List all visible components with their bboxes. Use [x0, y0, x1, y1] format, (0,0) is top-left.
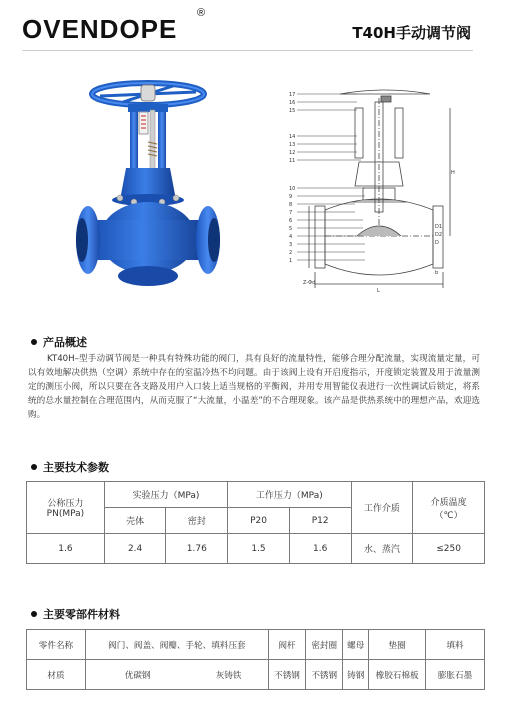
materials-table	[26, 629, 485, 690]
overview-heading	[31, 334, 87, 350]
materials-heading-text: 主要零部件材料	[43, 608, 120, 621]
table-cell: 膨胀石墨	[426, 660, 485, 690]
table-cell: 橡胶石棉板	[369, 660, 426, 690]
registered-mark: ®	[197, 7, 206, 19]
table-cell: 阀杆	[268, 630, 305, 660]
work-pressure-header: 工作压力（MPa)	[228, 482, 351, 508]
part-number: 14	[289, 134, 296, 140]
part-number: 6	[289, 218, 293, 224]
table-cell: 阀门、阀盖、阀瓣、手轮、填料压套	[85, 630, 268, 660]
dimension-label: b	[435, 270, 439, 276]
dimension-label: D2	[435, 232, 443, 238]
p20-header: P20	[228, 508, 290, 534]
part-number: 16	[289, 100, 296, 106]
overview-paragraph: KT40H–型手动调节阀是一种具有特殊功能的阀门，具有良好的流量特性，能够合理分配流量，实现流量定量，可以有效地解决供热（空调）系统中存在的室温冷热不均问题。由于该阀上设有开启度指示，开度锁定装置及用于流量测定的测压小阀，所以只要在各支路及用户入口装上适当规格的平衡阀，并用专用智能仪表进行一次性调试后锁定，将系统的总水量控制在合理范围内，从而克服了“大流量，小温差”的不合理现象。该产品是供热系统中的理想产品，欢迎选购。	[28, 354, 480, 420]
medium-header: 工作介质	[351, 482, 413, 534]
table-cell: 水、蒸汽	[351, 534, 413, 564]
part-number: 7	[289, 210, 293, 216]
part-number: 12	[289, 150, 296, 156]
bullet-icon	[31, 339, 37, 345]
temperature-header: 介质温度 （℃）	[413, 482, 485, 534]
table-cell: 1.5	[228, 534, 290, 564]
nominal-pressure-header: 公称压力 PN(MPa)	[27, 482, 105, 534]
table-cell: 灰铸铁	[189, 660, 268, 690]
part-number: 2	[289, 250, 293, 256]
dimension-label: H	[451, 170, 455, 176]
table-cell: 1.6	[27, 534, 105, 564]
product-title: T40H手动调节阀	[352, 24, 471, 42]
shell-header: 壳体	[104, 508, 166, 534]
bullet-icon	[31, 464, 37, 470]
p12-header: P12	[289, 508, 351, 534]
materials-heading	[31, 606, 120, 622]
dimension-label: L	[377, 288, 380, 294]
tech-params-heading	[31, 459, 109, 475]
table-cell: ≤250	[413, 534, 485, 564]
table-cell: 不锈钢	[268, 660, 305, 690]
table-cell: 不锈钢	[306, 660, 343, 690]
part-number: 3	[289, 242, 293, 248]
dimension-label: D1	[435, 224, 443, 230]
table-cell: 1.76	[166, 534, 228, 564]
table-cell: 2.4	[104, 534, 166, 564]
dimension-label: Z-Φd	[303, 280, 316, 286]
part-number: 1	[289, 258, 293, 264]
overview-heading-text: 产品概述	[43, 336, 87, 349]
part-number: 9	[289, 194, 293, 200]
table-cell: 填料	[426, 630, 485, 660]
part-number: 15	[289, 108, 296, 114]
table-cell: 1.6	[289, 534, 351, 564]
dimension-label: D	[435, 240, 439, 246]
table-cell: 零件名称	[27, 630, 86, 660]
bullet-icon	[31, 611, 37, 617]
valve-photo	[68, 80, 228, 300]
part-number: 5	[289, 226, 293, 232]
part-number: 4	[289, 234, 293, 240]
table-cell: 密封圈	[306, 630, 343, 660]
table-cell: 垫圈	[369, 630, 426, 660]
brand-logo: OVENDOPE	[22, 14, 178, 44]
valve-cross-section-drawing	[285, 88, 455, 303]
seal-header: 密封	[166, 508, 228, 534]
table-cell: 铸钢	[343, 660, 369, 690]
part-number: 11	[289, 158, 296, 164]
overview-text	[28, 352, 480, 422]
table-cell: 优碳钢	[85, 660, 189, 690]
table-cell: 材质	[27, 660, 86, 690]
part-number: 8	[289, 202, 293, 208]
test-pressure-header: 实验压力（MPa)	[104, 482, 227, 508]
table-cell: 螺母	[343, 630, 369, 660]
tech-params-table	[26, 481, 485, 564]
part-number: 17	[289, 92, 296, 98]
part-number: 13	[289, 142, 296, 148]
part-number: 10	[289, 186, 296, 192]
tech-params-heading-text: 主要技术参数	[43, 461, 109, 474]
header-divider	[22, 50, 473, 51]
